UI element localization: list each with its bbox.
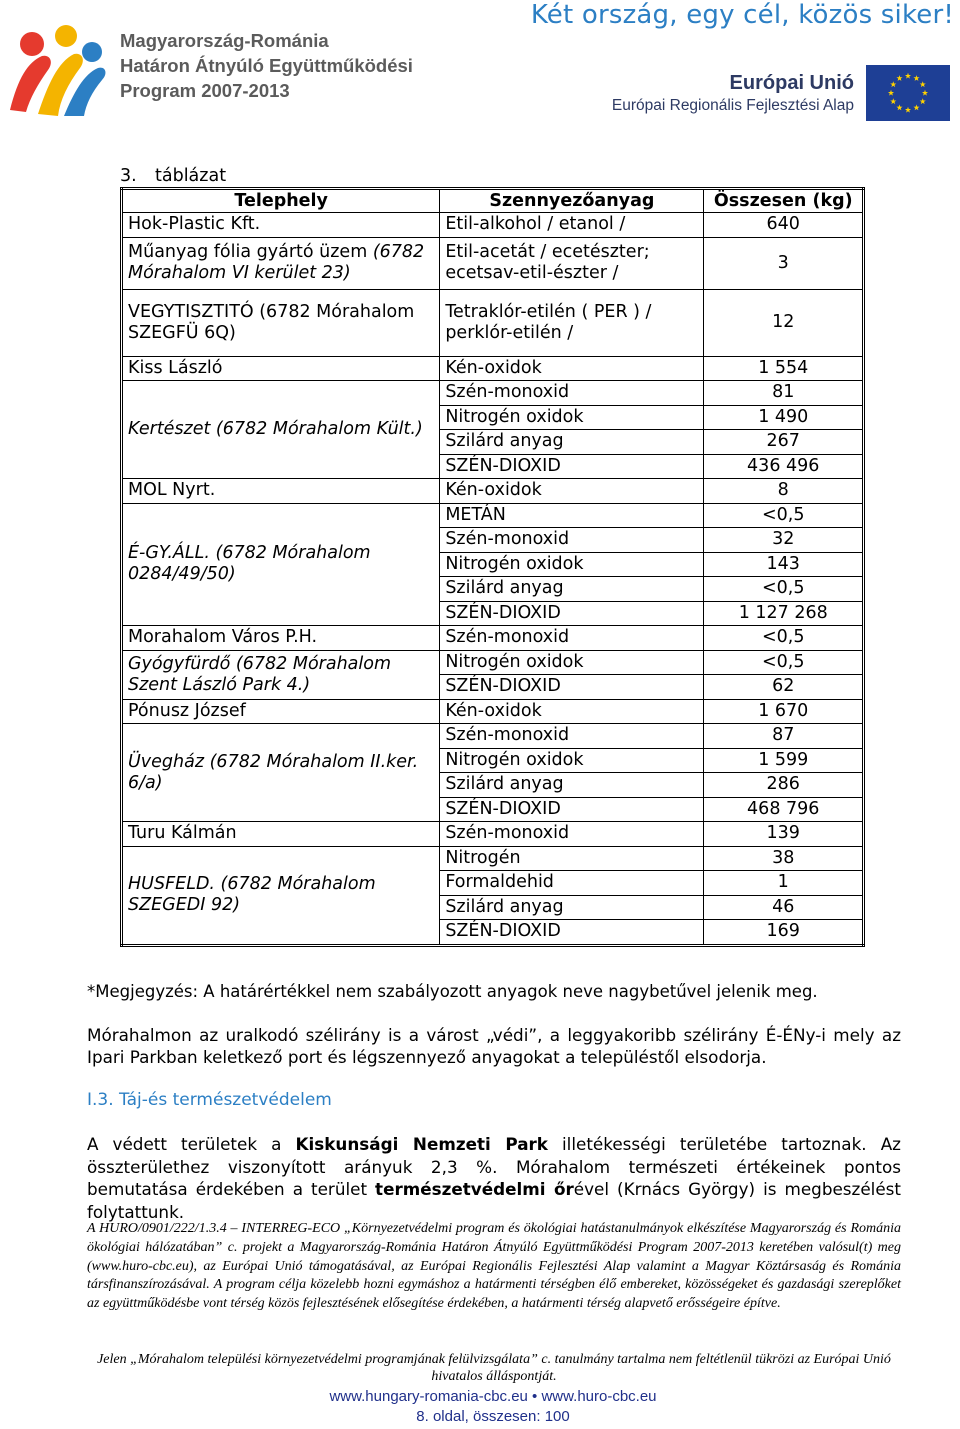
pollutant-cell: Etil-alkohol / etanol / [440,213,704,238]
pollutant-cell: Nitrogén oxidok [440,405,704,430]
amount-cell: 1 599 [704,748,864,773]
table-row [122,503,864,528]
table-row [122,650,864,675]
amount-cell: 143 [704,552,864,577]
table-row [122,699,864,724]
park-name: Kiskunsági Nemzeti Park [295,1134,548,1154]
caption-text: táblázat [155,166,227,186]
table-row [122,822,864,847]
pollutant-cell: SZÉN-DIOXID [440,675,704,700]
pollutant-cell: Nitrogén oxidok [440,748,704,773]
eu-label [612,72,854,115]
amount-cell: 169 [704,920,864,946]
amount-cell: 81 [704,381,864,406]
pollutant-cell: Szilárd anyag [440,895,704,920]
pollutant-cell: Kén-oxidok [440,479,704,504]
table-row [122,381,864,406]
amount-cell: 8 [704,479,864,504]
program-name [120,28,413,103]
site-cell [122,650,440,699]
pollutant-cell: Nitrogén oxidok [440,650,704,675]
pollutant-cell: Nitrogén oxidok [440,552,704,577]
site-cell [122,503,440,626]
amount-cell: 32 [704,528,864,553]
pollutant-cell: METÁN [440,503,704,528]
table-row [122,626,864,651]
slogan: Két ország, egy cél, közös siker! [530,0,954,30]
table-caption [120,166,226,186]
amount-cell: 1 670 [704,699,864,724]
header-site: Telephely [122,189,440,213]
site-name-with-address: Kertészet (6782 Mórahalom Kült.) [128,419,423,439]
amount-cell: 1 127 268 [704,601,864,626]
header-amount: Összesen (kg) [704,189,864,213]
eu-subtitle: Európai Regionális Fejlesztési Alap [611,97,854,114]
site-name-with-address: Gyógyfürdő (6782 Mórahalom Szent László Park 4.) [128,653,391,695]
pollutant-cell: Etil-acetát / ecetészter; ecetsav-etil-észter / [440,237,704,289]
site-cell [122,846,440,945]
footer-websites: www.hungary-romania-cbc.eu • www.huro-cbc.eu [329,1388,657,1405]
pollutant-cell: Szén-monoxid [440,822,704,847]
table-row [122,479,864,504]
table-row [122,846,864,871]
amount-cell: 1 490 [704,405,864,430]
site-name-with-address: HUSFELD. (6782 Mórahalom SZEGEDI 92) [128,874,376,915]
pollutant-cell: Szén-monoxid [440,381,704,406]
pollutant-cell: Szén-monoxid [440,724,704,749]
amount-cell: 3 [704,237,864,289]
amount-cell: 12 [704,289,864,356]
eu-title: Európai Unió [729,72,854,94]
amount-cell: 38 [704,846,864,871]
site-cell: MOL Nyrt. [122,479,440,504]
site-cell [122,237,440,289]
site-cell [122,724,440,822]
emissions-table [120,187,865,947]
amount-cell: 139 [704,822,864,847]
amount-cell: 87 [704,724,864,749]
header-pollutant: Szennyezőanyag [440,189,704,213]
pollutant-cell: Kén-oxidok [440,699,704,724]
site-cell [122,381,440,479]
site-cell: Turu Kálmán [122,822,440,847]
pollutant-cell: Szén-monoxid [440,626,704,651]
amount-cell: 640 [704,213,864,238]
pollutant-cell: Kén-oxidok [440,356,704,381]
pollutant-cell: Szilárd anyag [440,430,704,455]
site-cell: Hok-Plastic Kft. [122,213,440,238]
site-name: Műanyag fólia gyártó üzem [128,242,373,262]
program-line: Program 2007-2013 [120,80,290,101]
amount-cell: 436 496 [704,454,864,479]
amount-cell: <0,5 [704,503,864,528]
table-header-row [122,189,864,213]
amount-cell: 267 [704,430,864,455]
protected-areas-paragraph [87,1133,901,1223]
pollutant-cell: Tetraklór-etilén ( PER ) / perklór-etilén / [440,289,704,356]
pollutant-cell: Szilárd anyag [440,773,704,798]
pollutant-cell: Formaldehid [440,871,704,896]
wind-paragraph: Mórahalmon az uralkodó szélirány is a várost „védi”, a leggyakoribb szélirány É-ÉNy-i mely az Ipari Parkban keletkező port és légszennyező anyagokat a településtől elsodorja. [87,1025,901,1067]
section-heading: I.3. Táj-és természetvédelem [87,1090,332,1110]
amount-cell: <0,5 [704,626,864,651]
table-footnote: *Megjegyzés: A határértékkel nem szabályozott anyagok neve nagybetűvel jelenik meg. [87,982,818,1001]
footer-disclaimer: Jelen „Mórahalom települési környezetvédelmi programjának felülvizsgálata” c. tanulmány tartalma nem feltétlenül tükrözi az Európai Unió hivatalos álláspontját. [97,1352,891,1384]
amount-cell: 1 554 [704,356,864,381]
text-run: ével (Krnács György) is megbeszélést folytattunk. [87,1179,901,1222]
footer-project-text: A HURO/0901/222/1.3.4 – INTERREG-ECO „Környezetvédelmi program és ökológiai hatástanulmányok elkészítése Magyarország és Románia ökológiai hálózatában” c. projekt a Magyarország-Románia Határon Átnyúló Együttműködési Program 2007-2013 keretében valósul(t) meg (www.huro-cbc.eu), az Európai Unió támogatásával, az Európai Regionális Fejlesztési Alap valamint a Magyar Köztársaság és Románia társfinanszírozásával. A program célja közelebb hozni egymáshoz a határmenti térségben élő embereket, közösségeket és gazdasági szereplőket az együttműködésbe vont térség közös fejlesztésének elősegítése érdekében, a határmenti térség alapvető erősségeire építve. [87,1221,901,1312]
table-row [122,213,864,238]
pollutant-cell: Szén-monoxid [440,528,704,553]
site-address: (6782 Mórahalom VI kerület 23) [128,242,425,283]
text-run: illetékességi területébe tartoznak. Az összterülethez viszonyított arányuk 2,3 %. Mórahalom természeti értékeinek pontos bemutatása érdekében a terület [87,1134,901,1199]
pollutant-cell: SZÉN-DIOXID [440,601,704,626]
program-line: Határon Átnyúló Együttműködési [120,55,413,76]
eu-flag-icon [866,65,950,121]
program-line: Magyarország-Románia [120,30,329,51]
amount-cell: 1 [704,871,864,896]
site-cell [122,289,440,356]
site-cell: Kiss László [122,356,440,381]
page-number: 8. oldal, összesen: 100 [416,1408,570,1425]
amount-cell: 468 796 [704,797,864,822]
site-name-with-address: Üvegház (6782 Mórahalom II.ker. 6/a) [128,751,419,793]
text-run: A védett területek a [87,1134,296,1154]
site-cell: Pónusz József [122,699,440,724]
pollutant-cell: Nitrogén [440,846,704,871]
amount-cell: 62 [704,675,864,700]
site-name-with-address [128,242,424,283]
table-row [122,289,864,356]
amount-cell: 46 [704,895,864,920]
pollutant-cell: SZÉN-DIOXID [440,797,704,822]
site-cell: Morahalom Város P.H. [122,626,440,651]
pollutant-cell: SZÉN-DIOXID [440,920,704,946]
amount-cell: 286 [704,773,864,798]
ranger-term: természetvédelmi őr [375,1179,574,1199]
amount-cell: <0,5 [704,577,864,602]
site-name-with-address: É-GY.ÁLL. (6782 Mórahalom 0284/49/50) [128,543,371,585]
caption-number: 3. [120,166,137,186]
table-row [122,724,864,749]
table-row [122,356,864,381]
table-row [122,237,864,289]
program-logo-icon [4,18,112,118]
site-name-with-address: VEGYTISZTITÓ (6782 Mórahalom SZEGFÜ 6Q) [128,301,415,343]
amount-cell: <0,5 [704,650,864,675]
pollutant-cell: Szilárd anyag [440,577,704,602]
pollutant-cell: SZÉN-DIOXID [440,454,704,479]
